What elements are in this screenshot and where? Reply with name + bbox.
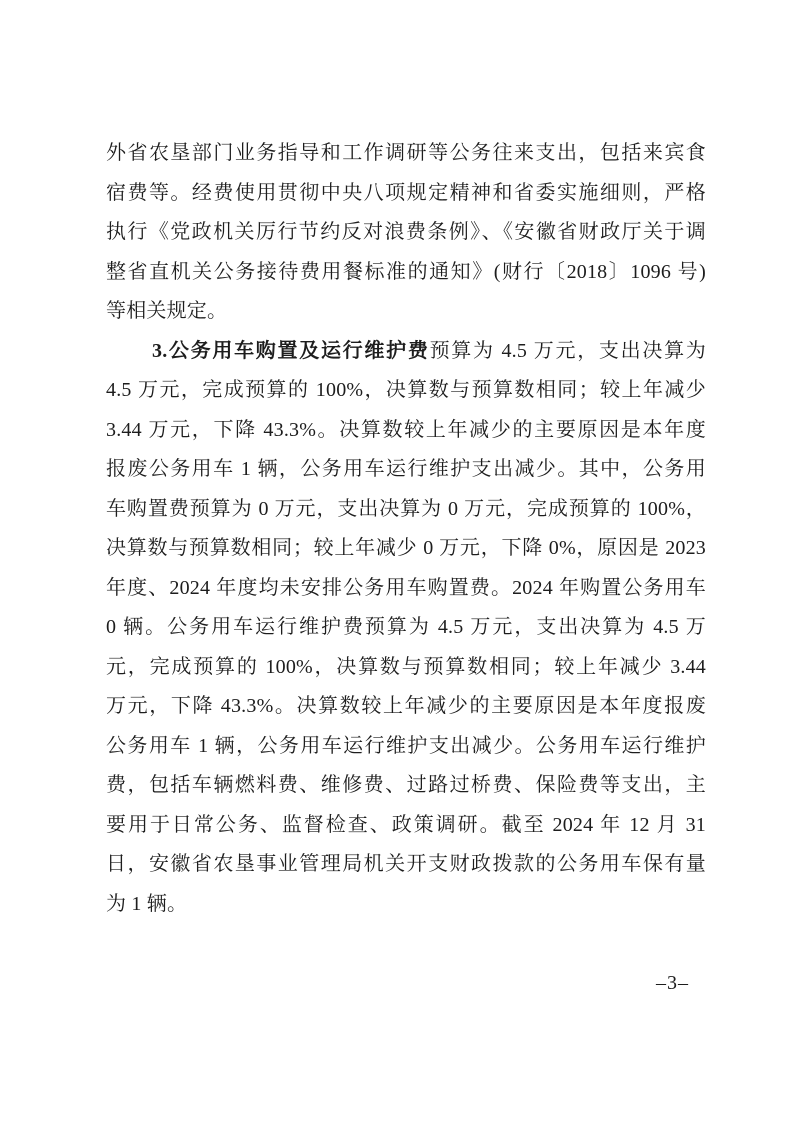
line-text: 年度、2024 年度均未安排公务用车购置费。2024 年购置公务用车	[106, 576, 706, 599]
line-text: 费，包括车辆燃料费、维修费、过路过桥费、保险费等支出，主	[106, 774, 706, 796]
text-line	[106, 253, 706, 293]
text-line-paragraph-end	[106, 885, 706, 925]
text-line	[106, 806, 706, 846]
text-line	[106, 569, 706, 609]
line-text: 为 1 辆。	[106, 892, 188, 915]
text-line	[106, 174, 706, 214]
text-line	[106, 766, 706, 806]
text-line	[106, 411, 706, 451]
text-line	[106, 687, 706, 727]
line-text: 公务用车 1 辆，公务用车运行维护支出减少。公务用车运行维护	[106, 734, 706, 757]
line-text: 0 辆。公务用车运行维护费预算为 4.5 万元，支出决算为 4.5 万	[106, 616, 706, 638]
document-body-text	[106, 134, 706, 924]
text-line	[106, 608, 706, 648]
line-text: 日，安徽省农垦事业管理局机关开支财政拨款的公务用车保有量	[106, 853, 706, 875]
line-text: 元，完成预算的 100%，决算数与预算数相同；较上年减少 3.44	[106, 655, 706, 678]
line-text: 等相关规定。	[106, 300, 228, 322]
line-text: 报废公务用车 1 辆，公务用车运行维护支出减少。其中，公务用	[106, 458, 706, 480]
line-text: 车购置费预算为 0 万元，支出决算为 0 万元，完成预算的 100%，	[106, 497, 706, 520]
line-text: 3.44 万元，下降 43.3%。决算数较上年减少的主要原因是本年度	[106, 418, 706, 441]
line-text: 外省农垦部门业务指导和工作调研等公务往来支出，包括来宾食	[106, 142, 706, 164]
line-text: 要用于日常公务、监督检查、政策调研。截至 2024 年 12 月 31	[106, 813, 706, 836]
text-line	[106, 490, 706, 530]
section-heading-bold: 3.公务用车购置及运行维护费	[152, 339, 430, 362]
line-text: 万元，下降 43.3%。决算数较上年减少的主要原因是本年度报废	[106, 695, 706, 717]
page-number: –3–	[656, 972, 689, 994]
line-text: 预算为 4.5 万元，支出决算为	[429, 339, 706, 362]
text-line	[106, 845, 706, 885]
text-line	[106, 213, 706, 253]
line-text: 4.5 万元，完成预算的 100%，决算数与预算数相同；较上年减少	[106, 379, 706, 401]
text-line	[106, 450, 706, 490]
text-line-paragraph-end	[106, 292, 706, 332]
line-text: 整省直机关公务接待费用餐标准的通知》(财行〔2018〕1096 号)	[106, 260, 706, 283]
text-line	[106, 529, 706, 569]
line-text: 决算数与预算数相同；较上年减少 0 万元，下降 0%，原因是 2023	[106, 537, 706, 559]
text-line-section-start	[106, 332, 706, 372]
text-line	[106, 134, 706, 174]
text-line	[106, 371, 706, 411]
line-text: 宿费等。经费使用贯彻中央八项规定精神和省委实施细则，严格	[106, 181, 706, 204]
text-line	[106, 648, 706, 688]
line-text: 执行《党政机关厉行节约反对浪费条例》、《安徽省财政厅关于调	[106, 221, 706, 243]
text-line	[106, 727, 706, 767]
